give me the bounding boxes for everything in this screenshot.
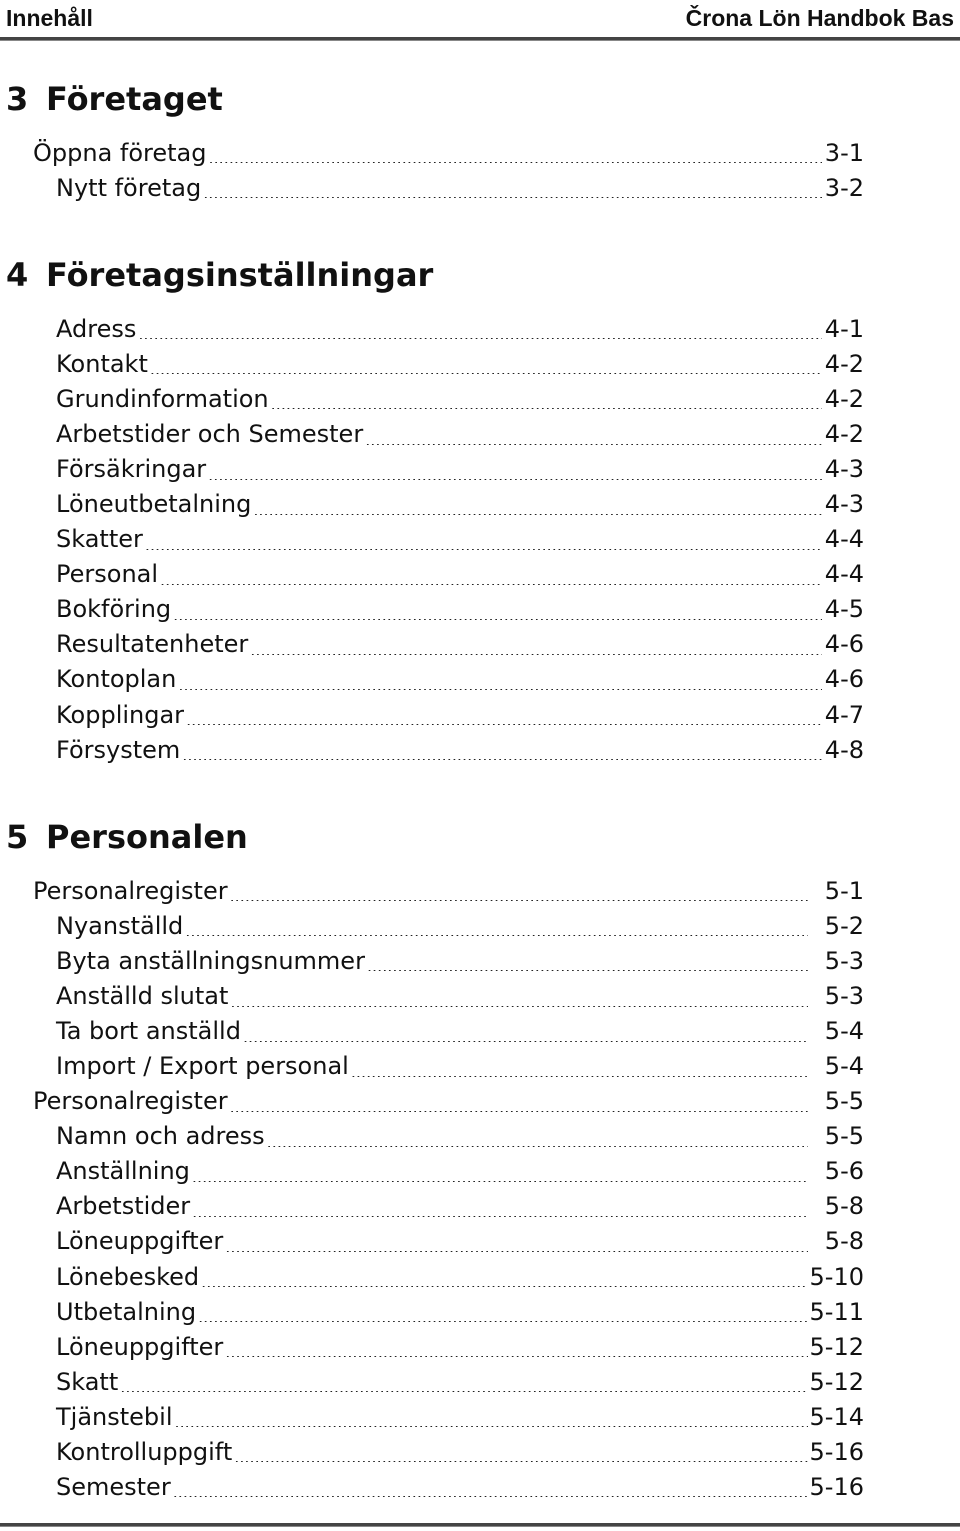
toc-entry-label: Bokföring	[56, 595, 172, 624]
toc-entry-label: Adress	[56, 315, 137, 343]
toc-entry[interactable]	[0, 417, 864, 452]
toc-list	[0, 136, 864, 206]
dot-leader	[271, 385, 822, 409]
dot-leader	[208, 456, 822, 480]
toc-entry-page: 5-3	[824, 947, 864, 976]
toc-entry-label: Import / Export personal	[56, 1052, 349, 1081]
dot-leader	[138, 315, 822, 339]
chapter-title: Företagsinställningar	[46, 256, 434, 294]
toc-entry[interactable]	[0, 136, 864, 171]
dot-leader	[234, 1438, 807, 1462]
toc-entry-label: Löneuppgifter	[56, 1332, 224, 1361]
toc-entry-page: 5-12	[809, 1332, 864, 1361]
toc-entry[interactable]	[0, 522, 864, 557]
toc-entry-page: 4-5	[824, 595, 864, 624]
dot-leader	[160, 561, 822, 585]
toc-entry-label: Resultatenheter	[56, 630, 249, 659]
toc-entry-page: 5-8	[824, 1192, 864, 1221]
toc-entry-label: Ta bort anställd	[56, 1017, 241, 1046]
toc-entry-page: 3-2	[824, 174, 864, 203]
toc-entry-page: 4-7	[824, 700, 864, 729]
toc-entry[interactable]	[0, 627, 864, 662]
toc-entry-page: 5-16	[809, 1472, 864, 1501]
toc-entry-label: Utbetalning	[56, 1297, 197, 1326]
toc-entry[interactable]	[0, 487, 864, 522]
dot-leader	[192, 1158, 808, 1182]
toc-entry-label: Löneutbetalning	[56, 490, 252, 519]
toc-entry[interactable]	[0, 1365, 864, 1400]
toc-entry[interactable]	[0, 1295, 864, 1330]
toc-entry[interactable]	[0, 1260, 864, 1295]
toc-entry-page: 4-1	[824, 315, 864, 343]
toc-entry-page: 5-16	[809, 1437, 864, 1466]
toc-entry-label: Arbetstider	[56, 1192, 191, 1221]
dot-leader	[173, 1473, 808, 1497]
toc-entry-label: Nytt företag	[56, 174, 202, 203]
toc-entry-page: 4-6	[824, 665, 864, 694]
toc-entry-page: 5-6	[824, 1157, 864, 1186]
toc-entry[interactable]	[0, 662, 864, 697]
toc-entry-label: Löneuppgifter	[56, 1227, 224, 1256]
toc-entry-label: Personalregister	[33, 1087, 228, 1116]
dot-leader	[192, 1193, 808, 1217]
dot-leader	[250, 631, 822, 655]
toc-entry[interactable]	[0, 979, 864, 1014]
toc-entry-label: Nyanställd	[56, 912, 184, 941]
chapter-heading	[6, 817, 248, 857]
dot-leader	[253, 491, 822, 515]
toc-entry[interactable]	[0, 347, 864, 382]
toc-entry-label: Kopplingar	[56, 700, 185, 729]
dot-leader	[230, 983, 808, 1007]
toc-entry[interactable]	[0, 733, 864, 768]
toc-entry-label: Kontoplan	[56, 665, 177, 694]
toc-entry-page: 5-2	[824, 912, 864, 941]
chapter-number: 5	[6, 818, 29, 856]
dot-leader	[173, 596, 822, 620]
footer-divider	[0, 1523, 960, 1527]
toc-entry[interactable]	[0, 1400, 864, 1435]
chapter-title: Personalen	[46, 818, 248, 856]
toc-entry-page: 5-3	[824, 982, 864, 1011]
toc-entry[interactable]	[0, 698, 864, 733]
dot-leader	[198, 1298, 807, 1322]
toc-entry[interactable]	[0, 944, 864, 979]
toc-entry[interactable]	[0, 557, 864, 592]
page-header	[6, 0, 954, 36]
dot-leader	[365, 421, 822, 445]
toc-entry-page: 4-4	[824, 560, 864, 589]
header-divider	[0, 37, 960, 41]
toc-entry-page: 5-11	[809, 1297, 864, 1326]
dot-leader	[182, 736, 822, 760]
dot-leader	[351, 1053, 808, 1077]
dot-leader	[145, 526, 822, 550]
toc-entry[interactable]	[0, 1470, 864, 1505]
toc-entry[interactable]	[0, 909, 864, 944]
toc-entry-label: Försystem	[56, 735, 181, 764]
dot-leader	[243, 1018, 808, 1042]
toc-entry-page: 4-2	[824, 385, 864, 414]
dot-leader	[175, 1403, 808, 1427]
toc-entry-page: 4-8	[824, 735, 864, 764]
toc-entry-page: 5-8	[824, 1227, 864, 1256]
toc-list	[0, 874, 864, 1505]
toc-entry[interactable]	[0, 1435, 864, 1470]
chapter-number: 3	[6, 80, 29, 118]
toc-entry-page: 5-5	[824, 1122, 864, 1151]
toc-entry[interactable]	[0, 1154, 864, 1189]
toc-entry-page: 5-12	[809, 1367, 864, 1396]
toc-entry-page: 4-2	[824, 350, 864, 379]
toc-entry[interactable]	[0, 1330, 864, 1365]
toc-entry-label: Byta anställningsnummer	[56, 947, 365, 976]
toc-entry-label: Anställning	[56, 1157, 190, 1186]
toc-entry-label: Personal	[56, 560, 159, 589]
toc-entry-page: 5-4	[824, 1052, 864, 1081]
toc-entry-page: 4-4	[824, 525, 864, 554]
toc-entry-label: Öppna företag	[33, 139, 207, 167]
toc-entry-label: Grundinformation	[56, 385, 269, 414]
dot-leader	[186, 701, 822, 725]
toc-entry-page: 4-2	[824, 420, 864, 449]
chapter-heading	[6, 255, 433, 295]
toc-entry[interactable]	[0, 874, 864, 909]
toc-entry-label: Lönebesked	[56, 1262, 200, 1291]
toc-entry[interactable]	[0, 452, 864, 487]
header-section-title: Innehåll	[6, 5, 93, 31]
dot-leader	[178, 666, 822, 690]
toc-entry[interactable]	[0, 171, 864, 206]
toc-entry[interactable]	[0, 1049, 864, 1084]
dot-leader	[225, 1333, 807, 1357]
dot-leader	[120, 1368, 807, 1392]
toc-entry-page: 4-3	[824, 490, 864, 519]
chapter-title: Företaget	[46, 80, 223, 118]
toc-entry-label: Kontakt	[56, 350, 148, 379]
header-document-title: Črona Lön Handbok Bas	[685, 5, 954, 31]
toc-entry[interactable]	[0, 312, 864, 347]
dot-leader	[230, 877, 808, 901]
toc-entry-label: Tjänstebil	[56, 1402, 173, 1431]
toc-entry-page: 4-3	[824, 455, 864, 484]
dot-leader	[201, 1263, 807, 1287]
toc-entry-label: Namn och adress	[56, 1122, 265, 1151]
toc-entry[interactable]	[0, 1119, 864, 1154]
toc-entry[interactable]	[0, 1189, 864, 1224]
dot-leader	[150, 350, 822, 374]
toc-entry-page: 5-4	[824, 1017, 864, 1046]
toc-entry-label: Skatt	[56, 1367, 119, 1396]
dot-leader	[209, 139, 823, 163]
toc-entry-label: Kontrolluppgift	[56, 1437, 233, 1466]
dot-leader	[225, 1228, 808, 1252]
toc-entry-page: 5-14	[809, 1402, 864, 1431]
toc-entry-page: 4-6	[824, 630, 864, 659]
toc-entry-page: 5-5	[824, 1087, 864, 1116]
toc-entry-label: Personalregister	[33, 877, 228, 905]
toc-entry[interactable]	[0, 592, 864, 627]
toc-entry-label: Semester	[56, 1472, 171, 1501]
chapter-heading	[6, 79, 223, 119]
toc-entry[interactable]	[0, 1014, 864, 1049]
dot-leader	[185, 912, 808, 936]
dot-leader	[367, 947, 808, 971]
dot-leader	[203, 174, 822, 198]
toc-entry-page: 5-10	[809, 1262, 864, 1291]
dot-leader	[230, 1088, 808, 1112]
toc-list	[0, 312, 864, 768]
toc-entry-label: Försäkringar	[56, 455, 207, 484]
toc-entry-label: Anställd slutat	[56, 982, 229, 1011]
chapter-number: 4	[6, 256, 29, 294]
toc-entry-page: 3-1	[824, 139, 864, 167]
toc-entry-page: 5-1	[824, 877, 864, 905]
dot-leader	[267, 1123, 808, 1147]
toc-entry[interactable]	[0, 1084, 864, 1119]
toc-entry-label: Arbetstider och Semester	[56, 420, 364, 449]
toc-entry[interactable]	[0, 382, 864, 417]
toc-entry[interactable]	[0, 1224, 864, 1259]
toc-entry-label: Skatter	[56, 525, 143, 554]
